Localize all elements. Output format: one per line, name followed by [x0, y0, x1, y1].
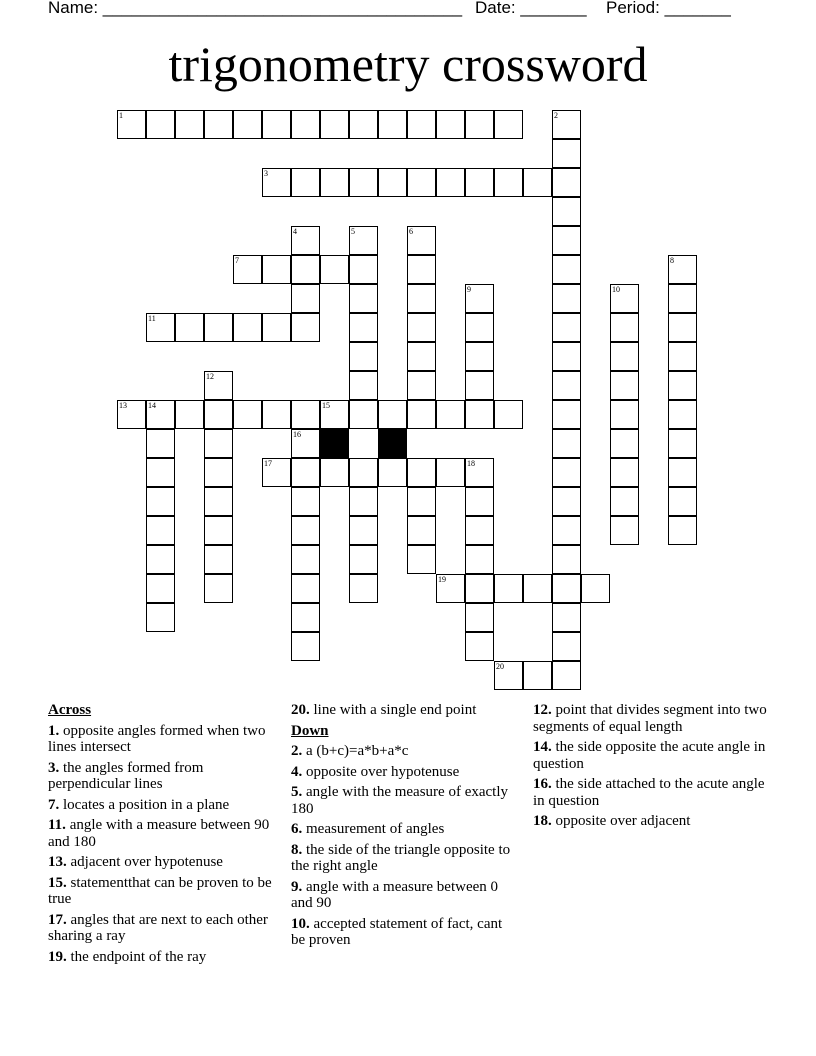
- grid-cell[interactable]: [349, 458, 378, 487]
- clue-text: point that divides segment into two segments of equal length: [533, 702, 767, 735]
- grid-cell[interactable]: [262, 110, 291, 139]
- grid-cell[interactable]: [291, 458, 320, 487]
- period-field[interactable]: Period: _______: [606, 0, 731, 17]
- grid-cell[interactable]: [291, 226, 320, 255]
- grid-cell[interactable]: [552, 545, 581, 574]
- grid-cell[interactable]: [552, 574, 581, 603]
- clue-text: the endpoint of the ray: [66, 948, 207, 965]
- grid-cell[interactable]: [291, 313, 320, 342]
- grid-cell[interactable]: [291, 545, 320, 574]
- grid-cell[interactable]: [552, 255, 581, 284]
- grid-cell[interactable]: [204, 429, 233, 458]
- clue-number: 19: [438, 575, 446, 584]
- grid-cell[interactable]: [407, 168, 436, 197]
- grid-cell[interactable]: [204, 574, 233, 603]
- grid-cell[interactable]: [233, 313, 262, 342]
- clue-item: [48, 723, 273, 756]
- clue-text: line with a single end point: [309, 702, 477, 718]
- clue-number: 10: [612, 285, 620, 294]
- grid-cell[interactable]: [610, 400, 639, 429]
- clue-number: 13.: [48, 854, 67, 870]
- grid-cell[interactable]: [320, 400, 349, 429]
- clue-text: angle with the measure of exactly 180: [291, 784, 509, 817]
- blocked-cell: [320, 429, 349, 458]
- grid-cell[interactable]: [668, 342, 697, 371]
- grid-cell[interactable]: [552, 429, 581, 458]
- grid-cell[interactable]: [204, 458, 233, 487]
- grid-cell[interactable]: [320, 458, 349, 487]
- clue-number: 19.: [48, 948, 67, 965]
- grid-cell[interactable]: [291, 632, 320, 661]
- clue-item: [291, 743, 513, 760]
- clue-item: [48, 854, 273, 871]
- grid-cell[interactable]: [175, 313, 204, 342]
- clue-text: angle with a measure between 90 and 180: [48, 817, 270, 850]
- clue-number: 6: [409, 227, 413, 236]
- clue-number: 8.: [291, 841, 303, 858]
- grid-cell[interactable]: [465, 371, 494, 400]
- grid-cell[interactable]: [349, 284, 378, 313]
- grid-cell[interactable]: [407, 110, 436, 139]
- grid-cell[interactable]: [610, 342, 639, 371]
- grid-cell[interactable]: [494, 110, 523, 139]
- across-heading: Across: [48, 702, 92, 718]
- grid-cell[interactable]: [378, 458, 407, 487]
- grid-cell[interactable]: [233, 110, 262, 139]
- grid-cell[interactable]: [610, 429, 639, 458]
- grid-cell[interactable]: [407, 284, 436, 313]
- clues-column-2: [291, 702, 513, 953]
- grid-cell[interactable]: [465, 516, 494, 545]
- grid-cell[interactable]: [291, 255, 320, 284]
- clues-column-1: [48, 702, 273, 969]
- clue-item: [533, 702, 773, 735]
- grid-cell[interactable]: [407, 545, 436, 574]
- clue-number: 18.: [533, 813, 552, 829]
- grid-cell[interactable]: [146, 429, 175, 458]
- clue-number: 17: [264, 459, 272, 468]
- grid-cell[interactable]: [407, 400, 436, 429]
- grid-cell[interactable]: [378, 400, 407, 429]
- grid-cell[interactable]: [610, 313, 639, 342]
- grid-cell[interactable]: [668, 400, 697, 429]
- grid-cell[interactable]: [407, 371, 436, 400]
- grid-cell[interactable]: [320, 110, 349, 139]
- grid-cell[interactable]: [552, 661, 581, 690]
- clue-text: the side of the triangle opposite to the right angle: [291, 841, 511, 874]
- clue-number: 15: [322, 401, 330, 410]
- clue-number: 2.: [291, 743, 303, 759]
- clue-text: locates a position in a plane: [59, 796, 230, 813]
- grid-cell[interactable]: [465, 632, 494, 661]
- grid-cell[interactable]: [436, 400, 465, 429]
- grid-cell[interactable]: [552, 110, 581, 139]
- grid-cell[interactable]: [407, 342, 436, 371]
- grid-cell[interactable]: [262, 400, 291, 429]
- grid-cell[interactable]: [465, 313, 494, 342]
- grid-cell[interactable]: [407, 313, 436, 342]
- clue-number: 16.: [533, 776, 552, 792]
- grid-cell[interactable]: [349, 226, 378, 255]
- grid-cell[interactable]: [610, 487, 639, 516]
- clue-number: 13: [119, 401, 127, 410]
- clue-item: [291, 916, 513, 949]
- grid-cell[interactable]: [465, 603, 494, 632]
- clue-number: 6.: [291, 821, 303, 837]
- grid-cell[interactable]: [668, 313, 697, 342]
- grid-cell[interactable]: [320, 168, 349, 197]
- grid-cell[interactable]: [465, 284, 494, 313]
- clue-text: opposite angles formed when two lines intersect: [48, 722, 266, 755]
- grid-cell[interactable]: [407, 458, 436, 487]
- clue-number: 14: [148, 401, 156, 410]
- clue-text: angles that are next to each other sharing a ray: [48, 911, 268, 944]
- clue-item: [533, 739, 773, 772]
- clue-item: [533, 813, 773, 830]
- clue-item: [291, 764, 513, 781]
- grid-cell[interactable]: [349, 313, 378, 342]
- clue-number: 5.: [291, 784, 303, 800]
- grid-cell[interactable]: [465, 342, 494, 371]
- clue-number: 4.: [291, 763, 303, 780]
- clue-number: 11.: [48, 817, 66, 833]
- clue-number: 3: [264, 169, 268, 178]
- grid-cell[interactable]: [349, 487, 378, 516]
- grid-cell[interactable]: [552, 342, 581, 371]
- grid-cell[interactable]: [175, 110, 204, 139]
- grid-cell[interactable]: [320, 255, 349, 284]
- grid-cell[interactable]: [204, 313, 233, 342]
- grid-cell[interactable]: [668, 371, 697, 400]
- grid-cell[interactable]: [523, 574, 552, 603]
- grid-cell[interactable]: [436, 168, 465, 197]
- grid-cell[interactable]: [407, 487, 436, 516]
- clue-text: a (b+c)=a*b+a*c: [302, 743, 409, 759]
- clue-number: 7: [235, 256, 239, 265]
- grid-cell[interactable]: [523, 168, 552, 197]
- grid-cell[interactable]: [291, 487, 320, 516]
- clue-number: 5: [351, 227, 355, 236]
- grid-cell[interactable]: [465, 545, 494, 574]
- clue-number: 9: [467, 285, 471, 294]
- grid-cell[interactable]: [204, 110, 233, 139]
- clue-text: statementthat can be proven to be true: [48, 874, 272, 907]
- name-field[interactable]: Name: ______________________________________: [48, 0, 463, 17]
- grid-cell[interactable]: [552, 168, 581, 197]
- clue-number: 18: [467, 459, 475, 468]
- grid-cell[interactable]: [552, 458, 581, 487]
- grid-cell[interactable]: [117, 110, 146, 139]
- grid-cell[interactable]: [465, 110, 494, 139]
- grid-cell[interactable]: [262, 458, 291, 487]
- clue-number: 2: [554, 111, 558, 120]
- clue-text: measurement of angles: [302, 821, 445, 837]
- clue-number: 9.: [291, 878, 303, 895]
- grid-cell[interactable]: [465, 487, 494, 516]
- clue-number: 7.: [48, 796, 60, 813]
- grid-cell[interactable]: [552, 284, 581, 313]
- grid-cell[interactable]: [146, 458, 175, 487]
- clue-item: [48, 949, 273, 966]
- grid-cell[interactable]: [436, 458, 465, 487]
- grid-cell[interactable]: [204, 400, 233, 429]
- grid-cell[interactable]: [436, 110, 465, 139]
- clue-number: 4: [293, 227, 297, 236]
- grid-cell[interactable]: [117, 400, 146, 429]
- grid-cell[interactable]: [552, 632, 581, 661]
- grid-cell[interactable]: [349, 255, 378, 284]
- grid-cell[interactable]: [552, 487, 581, 516]
- grid-cell[interactable]: [552, 197, 581, 226]
- grid-cell[interactable]: [146, 574, 175, 603]
- clue-text: opposite over adjacent: [551, 813, 691, 829]
- grid-cell[interactable]: [465, 574, 494, 603]
- clue-item: [291, 821, 513, 838]
- clue-item: [48, 875, 273, 908]
- grid-cell[interactable]: [146, 313, 175, 342]
- grid-cell[interactable]: [668, 516, 697, 545]
- grid-cell[interactable]: [349, 342, 378, 371]
- blocked-cell: [378, 429, 407, 458]
- grid-cell[interactable]: [465, 400, 494, 429]
- grid-cell[interactable]: [291, 603, 320, 632]
- clue-text: the side opposite the acute angle in question: [533, 739, 766, 772]
- clue-number: 17.: [48, 911, 67, 928]
- grid-cell[interactable]: [465, 168, 494, 197]
- clue-item: [48, 912, 273, 945]
- grid-cell[interactable]: [146, 110, 175, 139]
- grid-cell[interactable]: [349, 545, 378, 574]
- grid-cell[interactable]: [204, 371, 233, 400]
- clue-text: the side attached to the acute angle in question: [533, 776, 765, 809]
- grid-cell[interactable]: [668, 255, 697, 284]
- grid-cell[interactable]: [349, 516, 378, 545]
- grid-cell[interactable]: [668, 284, 697, 313]
- grid-cell[interactable]: [291, 574, 320, 603]
- grid-cell[interactable]: [378, 110, 407, 139]
- clue-item: [291, 879, 513, 912]
- grid-cell[interactable]: [494, 168, 523, 197]
- grid-cell[interactable]: [262, 168, 291, 197]
- grid-cell[interactable]: [291, 110, 320, 139]
- clue-text: opposite over hypotenuse: [302, 763, 460, 780]
- clue-item: [533, 776, 773, 809]
- clue-text: the angles formed from perpendicular lines: [48, 759, 204, 792]
- grid-cell[interactable]: [349, 110, 378, 139]
- grid-cell[interactable]: [291, 284, 320, 313]
- grid-cell[interactable]: [233, 255, 262, 284]
- clue-item: [48, 797, 273, 814]
- grid-cell[interactable]: [610, 516, 639, 545]
- clue-item: [291, 842, 513, 875]
- grid-cell[interactable]: [175, 400, 204, 429]
- date-field[interactable]: Date: _______: [475, 0, 587, 17]
- grid-cell[interactable]: [552, 400, 581, 429]
- clue-text: angle with a measure between 0 and 90: [291, 878, 499, 911]
- clue-number: 1: [119, 111, 123, 120]
- grid-cell[interactable]: [523, 661, 552, 690]
- grid-cell[interactable]: [349, 168, 378, 197]
- grid-cell[interactable]: [552, 371, 581, 400]
- grid-cell[interactable]: [204, 487, 233, 516]
- grid-cell[interactable]: [407, 516, 436, 545]
- grid-cell[interactable]: [291, 168, 320, 197]
- grid-cell[interactable]: [494, 574, 523, 603]
- grid-cell[interactable]: [146, 516, 175, 545]
- clue-item: [48, 817, 273, 850]
- grid-cell[interactable]: [610, 371, 639, 400]
- grid-cell[interactable]: [349, 400, 378, 429]
- grid-cell[interactable]: [668, 458, 697, 487]
- clue-number: 15.: [48, 874, 67, 891]
- grid-cell[interactable]: [291, 400, 320, 429]
- grid-cell[interactable]: [146, 545, 175, 574]
- grid-cell[interactable]: [552, 313, 581, 342]
- grid-cell[interactable]: [668, 487, 697, 516]
- grid-cell[interactable]: [378, 168, 407, 197]
- grid-cell[interactable]: [349, 371, 378, 400]
- grid-cell[interactable]: [291, 429, 320, 458]
- grid-cell[interactable]: [494, 661, 523, 690]
- grid-cell[interactable]: [233, 400, 262, 429]
- grid-cell[interactable]: [204, 545, 233, 574]
- clue-number: 10.: [291, 915, 310, 932]
- grid-cell[interactable]: [407, 226, 436, 255]
- grid-cell[interactable]: [552, 139, 581, 168]
- grid-cell[interactable]: [146, 487, 175, 516]
- clue-number: 16: [293, 430, 301, 439]
- clue-number: 14.: [533, 739, 552, 755]
- clue-number: 20.: [291, 702, 310, 718]
- grid-cell[interactable]: [146, 400, 175, 429]
- grid-cell[interactable]: [407, 255, 436, 284]
- grid-cell[interactable]: [610, 458, 639, 487]
- grid-cell[interactable]: [581, 574, 610, 603]
- clue-number: 1.: [48, 722, 60, 739]
- down-heading: Down: [291, 722, 329, 739]
- grid-cell[interactable]: [262, 255, 291, 284]
- clue-number: 12: [206, 372, 214, 381]
- grid-cell[interactable]: [552, 603, 581, 632]
- clue-number: 11: [148, 314, 156, 323]
- grid-cell[interactable]: [291, 516, 320, 545]
- grid-cell[interactable]: [610, 284, 639, 313]
- grid-cell[interactable]: [552, 516, 581, 545]
- grid-cell[interactable]: [204, 516, 233, 545]
- clue-text: accepted statement of fact, cant be proven: [291, 915, 503, 948]
- clue-number: 8: [670, 256, 674, 265]
- clue-number: 3.: [48, 759, 60, 776]
- grid-cell[interactable]: [436, 574, 465, 603]
- clue-item: [291, 702, 513, 719]
- clue-item: [48, 760, 273, 793]
- grid-cell[interactable]: [262, 313, 291, 342]
- grid-cell[interactable]: [552, 226, 581, 255]
- grid-cell[interactable]: [668, 429, 697, 458]
- grid-cell[interactable]: [465, 458, 494, 487]
- page-title: trigonometry crossword: [168, 36, 648, 92]
- clues-column-3: [533, 702, 773, 834]
- grid-cell[interactable]: [146, 603, 175, 632]
- clue-text: adjacent over hypotenuse: [66, 854, 223, 870]
- grid-cell[interactable]: [349, 574, 378, 603]
- clue-number: 12.: [533, 702, 552, 718]
- clue-number: 20: [496, 662, 504, 671]
- grid-cell[interactable]: [494, 400, 523, 429]
- clue-item: [291, 784, 513, 817]
